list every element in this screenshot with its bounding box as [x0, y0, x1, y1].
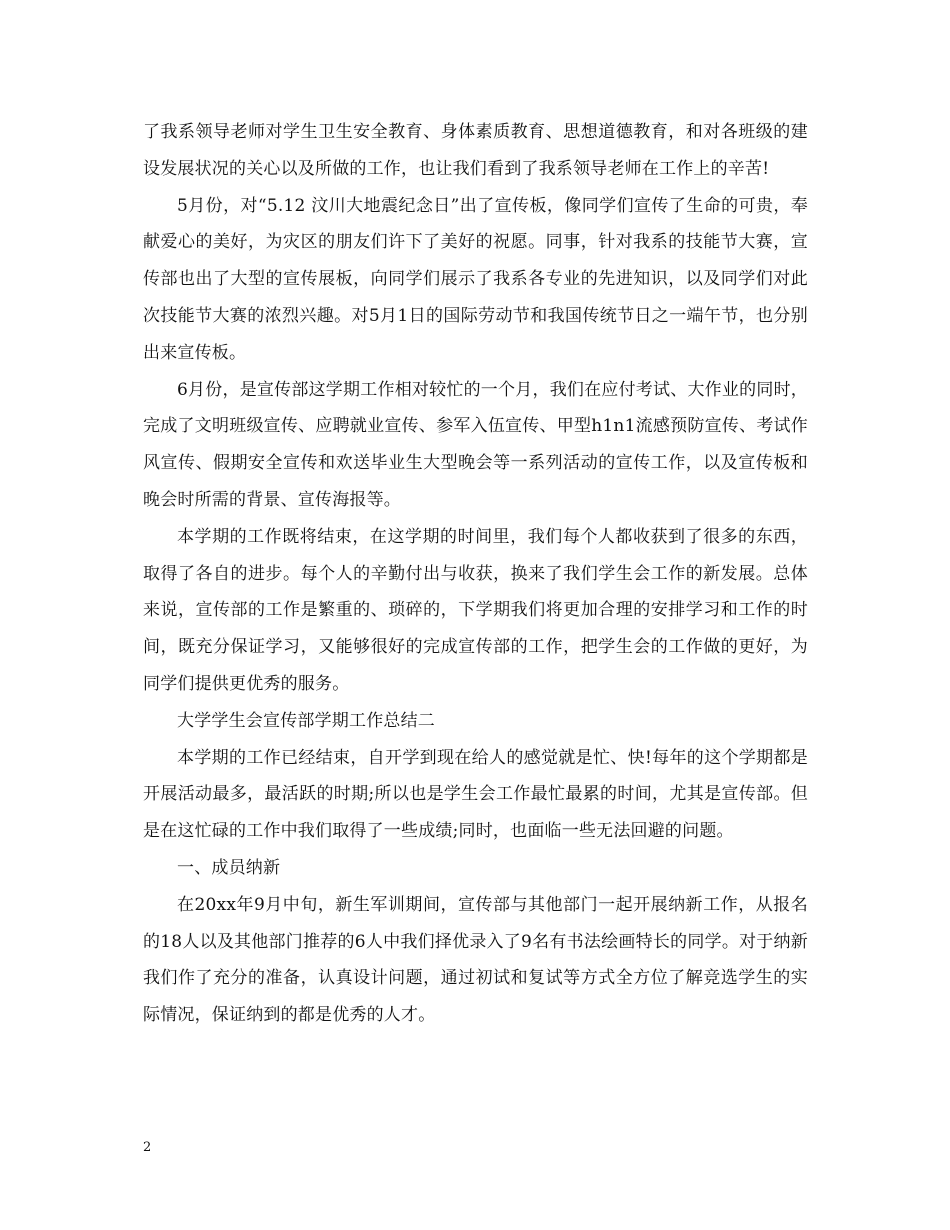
paragraph-semester-intro: 本学期的工作已经结束，自开学到现在给人的感觉就是忙、快!每年的这个学期都是开展活动最多，最活跃的时期;所以也是学生会工作最忙最累的时间，尤其是宣传部。但是在这忙碌的工作中我们取得了一些成绩;同时，也面临一些无法回避的问题。 [143, 747, 808, 842]
paragraph-recruitment: 在20xx年9月中旬，新生军训期间，宣传部与其他部门一起开展纳新工作，从报名的18人以及其他部门推荐的6人中我们择优录入了9名有书法绘画特长的同学。对于纳新我们作了充分的准备，认真设计问题，通过初试和复试等方式全方位了解竞选学生的实际情况，保证纳到的都是优秀的人才。 [143, 894, 808, 1026]
section-heading-recruitment: 一、成员纳新 [177, 857, 281, 878]
document-body [143, 114, 808, 1034]
paragraph-june: 6月份，是宣传部这学期工作相对较忙的一个月，我们在应付考试、大作业的同时，完成了文明班级宣传、应聘就业宣传、参军入伍宣传、甲型h1n1流感预防宣传、考试作风宣传、假期安全宣传和欢送毕业生大型晚会等一系列活动的宣传工作，以及宣传板和晚会时所需的背景、宣传海报等。 [143, 379, 808, 510]
paragraph-semester-end: 本学期的工作既将结束，在这学期的时间里，我们每个人都收获到了很多的东西，取得了各自的进步。每个人的辛勤付出与收获，换来了我们学生会工作的新发展。总体来说，宣传部的工作是繁重的、琐碎的，下学期我们将更加合理的安排学习和工作的时间，既充分保证学习，又能够很好的完成宣传部的工作，把学生会的工作做的更好，为同学们提供更优秀的服务。 [143, 526, 808, 694]
section-heading-summary-two: 大学学生会宣传部学期工作总结二 [177, 710, 435, 731]
paragraph-may: 5月份，对“5.12 汶川大地震纪念日”出了宣传板，像同学们宣传了生命的可贵，奉献爱心的美好，为灾区的朋友们许下了美好的祝愿。同事，针对我系的技能节大赛，宣传部也出了大型的宣传展板，向同学们展示了我系各专业的先进知识，以及同学们对此次技能节大赛的浓烈兴趣。对5月1日的国际劳动节和我国传统节日之一端午节，也分别出来宣传板。 [143, 195, 808, 363]
page-number: 2 [143, 1140, 152, 1155]
paragraph-continuation: 了我系领导老师对学生卫生安全教育、身体素质教育、思想道德教育，和对各班级的建设发展状况的关心以及所做的工作，也让我们看到了我系领导老师在工作上的辛苦! [143, 122, 808, 179]
